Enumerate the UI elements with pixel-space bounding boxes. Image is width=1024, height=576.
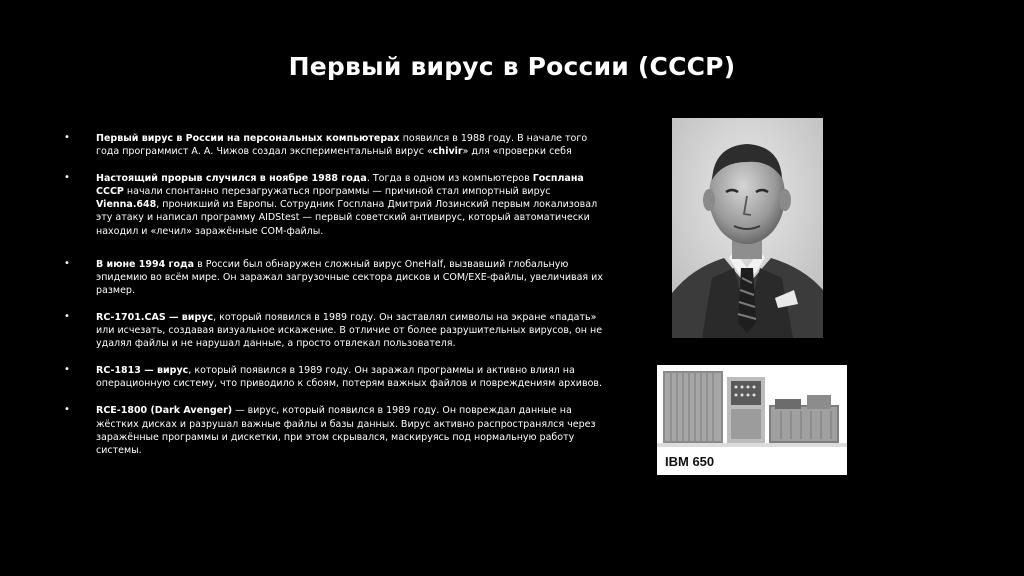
bullet-text: появился в 1988 году. В начале того года программист А. А. Чижов создал экспериментальный вирус « xyxy=(96,133,588,158)
slide-title: Первый вирус в России (СССР) xyxy=(288,52,736,81)
bullet-item xyxy=(64,311,604,350)
bullet-text: — вирус, который появился в 1989 году. Он повреждал данные на жёстких дисках и разрушал важные файлы и базы данных. Вирус активно распространялся через заражённые программы и дискетки, при этом скрывался, маскируясь под нормальную работу системы. xyxy=(96,405,596,456)
bullet-bold: Первый вирус в России на персональных компьютерах xyxy=(96,133,400,144)
bullet-text: начали спонтанно перезагружаться программы — причиной стал импортный вирус xyxy=(123,186,551,198)
bullet-text: . Тогда в одном из компьютеров xyxy=(366,173,533,185)
bullet-item xyxy=(64,172,604,237)
ibm-650-caption: IBM 650 xyxy=(665,454,715,469)
bullet-bold: RC-1701.CAS — вирус xyxy=(96,311,214,323)
portrait-photo xyxy=(672,118,823,338)
bullet-bold: Vienna.648 xyxy=(96,199,157,211)
bullet-marker: • xyxy=(64,257,70,269)
bullet-marker: • xyxy=(64,172,70,184)
bullet-item xyxy=(64,258,604,297)
bullet-bold: Госплана СССР xyxy=(96,173,584,198)
bullet-marker: • xyxy=(64,132,70,143)
bullet-bold: chivir xyxy=(432,146,463,158)
bullet-text: » для «проверки себя xyxy=(462,146,572,158)
bullet-marker: • xyxy=(64,364,70,376)
portrait-illustration xyxy=(672,118,823,338)
bullet-text: , который появился в 1989 году. Он заставлял символы на экране «падать» или исчезать, создавая визуальное искажение. В отличие от более разрушительных вирусов, он не удалял файлы и не нарушал данные, а просто отвлекал пользователя. xyxy=(96,311,603,350)
bullet-item xyxy=(64,404,604,456)
bullet-bold: RCE-1800 (Dark Avenger) xyxy=(96,405,233,417)
bullet-text: , проникший из Европы. Сотрудник Госплана Дмитрий Лозинский первым локализовал эту атаку и написал программу AIDStest — первый советский антивирус, который автоматически находил и «лечил» заражённые COM-файлы. xyxy=(96,199,598,237)
bullet-marker: • xyxy=(64,310,70,322)
bullet-bold: В июне 1994 года xyxy=(96,258,195,270)
bullet-item xyxy=(64,364,604,390)
ibm-650-photo xyxy=(657,365,847,475)
bullet-bold: Настоящий прорыв случился в ноябре 1988 года xyxy=(96,173,367,185)
bullet-list xyxy=(64,132,604,470)
bullet-text: в России был обнаружен сложный вирус OneHalf, вызвавший глобальную эпидемию во всём мире. Он заражал загрузочные сектора дисков и COM/EXE-файлы, увеличивая их размер. xyxy=(96,258,603,296)
bullet-text: , который появился в 1989 году. Он заражал программы и активно влиял на операционную систему, что приводило к сбоям, потерям важных файлов и повреждениям архивов. xyxy=(96,365,603,390)
bullet-bold: RC-1813 — вирус xyxy=(96,365,189,377)
bullet-item xyxy=(64,132,604,158)
bullet-marker: • xyxy=(64,404,70,416)
